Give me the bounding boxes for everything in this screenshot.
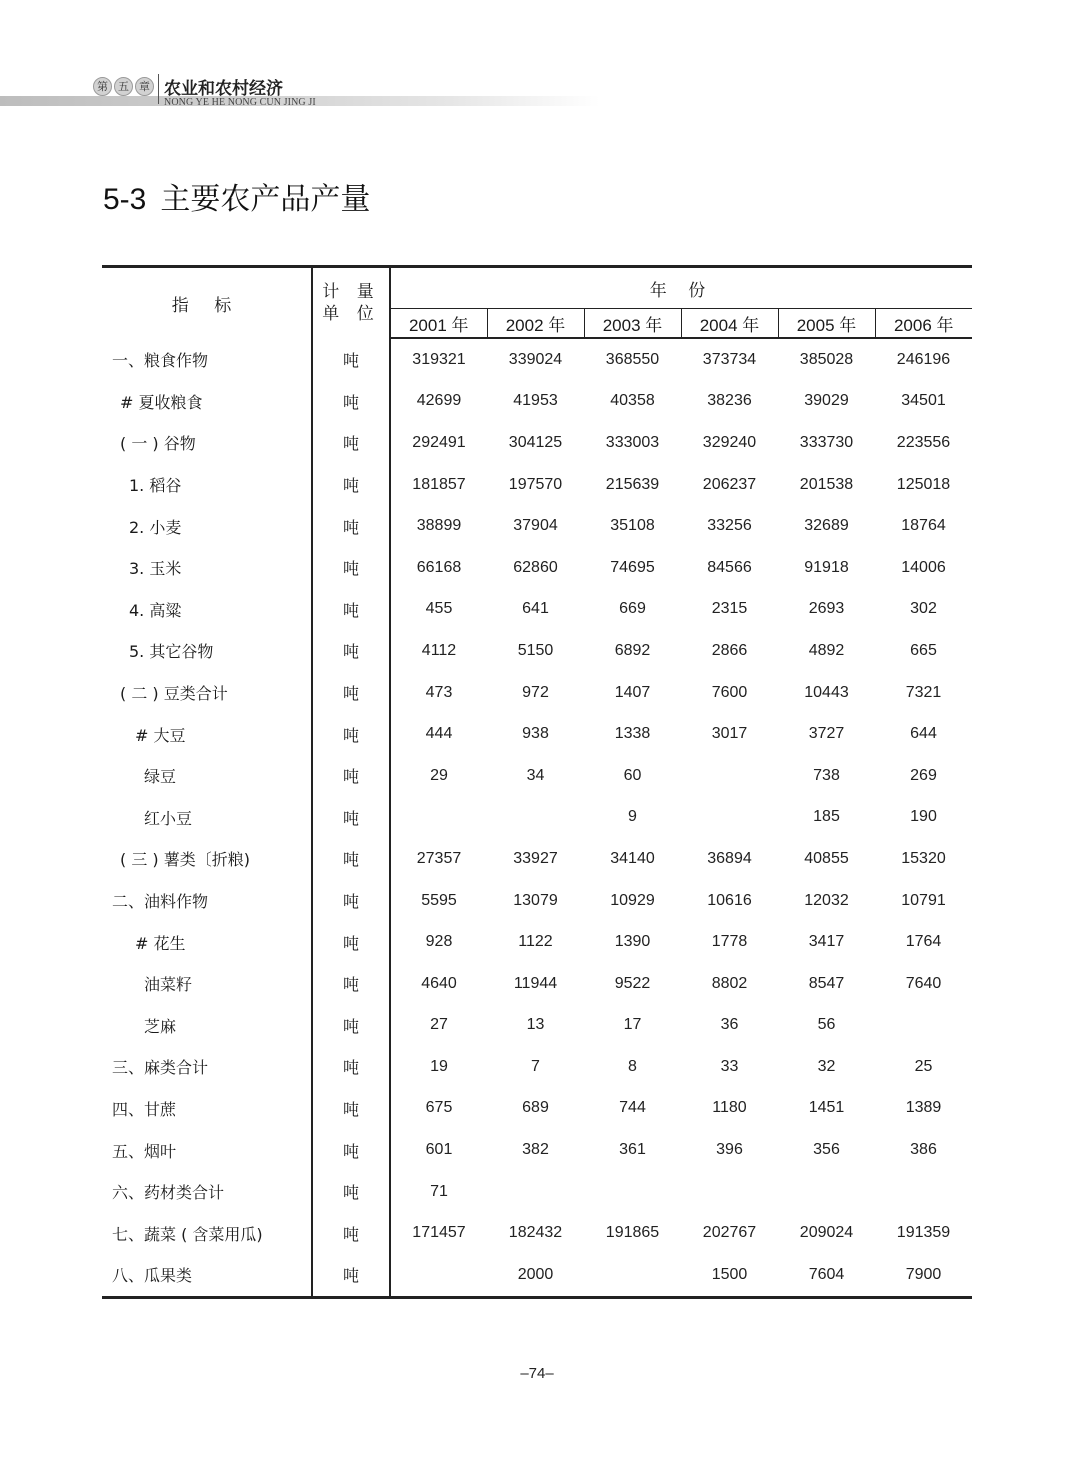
table-row [102,963,972,1005]
value-cell: 329240 [702,433,757,451]
row-indicator: # 花生 [102,921,312,963]
table-row [102,1129,972,1171]
value-cell: 689 [522,1099,549,1117]
value-cell [487,1171,584,1213]
page-number: –74– [520,1365,554,1382]
value-cell: 368550 [605,350,660,368]
value-cell: 32 [817,1057,836,1075]
value-cell: 34501 [901,392,946,410]
value-cell: 62860 [513,558,558,576]
value-cell: 171457 [412,1224,466,1242]
row-unit: 吨 [312,1171,390,1213]
table-row [102,630,972,672]
value-cell: 12032 [804,891,849,909]
row-indicator: ( 二 ) 豆类合计 [102,672,312,714]
value-cell: 10616 [707,891,752,909]
value-cell: 665 [910,641,937,659]
value-cell: 34140 [610,849,655,867]
row-indicator: 5. 其它谷物 [102,630,312,672]
value-cell: 17 [623,1016,642,1034]
row-indicator: # 大豆 [102,713,312,755]
table-row [102,797,972,839]
row-indicator: 七、蔬菜 ( 含菜用瓜) [102,1212,312,1254]
value-cell: 361 [619,1141,646,1159]
value-cell: 644 [910,725,937,743]
chapter-badge [93,76,155,96]
value-cell: 333003 [605,433,660,451]
value-cell: 38236 [707,392,752,410]
value-cell [875,1171,972,1213]
value-cell: 27357 [416,849,462,867]
value-cell: 2866 [711,641,748,659]
value-cell: 25 [914,1057,933,1075]
value-cell: 382 [522,1141,549,1159]
value-cell: 396 [716,1141,743,1159]
value-cell: 1180 [712,1099,747,1117]
value-cell: 40855 [804,849,849,867]
row-unit: 吨 [312,1046,390,1088]
value-cell [584,1254,681,1297]
value-cell: 5150 [517,641,554,659]
value-cell: 4112 [421,641,457,659]
header-year: 2002 年 [487,309,584,339]
row-indicator: 三、麻类合计 [102,1046,312,1088]
table-row [102,1171,972,1213]
row-unit: 吨 [312,338,390,381]
value-cell: 1389 [905,1099,942,1117]
table-row [102,464,972,506]
value-cell: 197570 [508,475,563,493]
value-cell: 185 [813,808,840,826]
value-cell: 223556 [896,433,951,451]
row-indicator: 八、瓜果类 [102,1254,312,1297]
row-unit: 吨 [312,381,390,423]
value-cell: 202767 [702,1224,757,1242]
value-cell [487,797,584,839]
value-cell [390,1254,487,1297]
header-unit [312,267,390,339]
row-indicator: 4. 高粱 [102,589,312,631]
value-cell [584,1171,681,1213]
value-cell: 938 [522,725,549,743]
value-cell: 8802 [711,974,748,992]
value-cell: 473 [425,683,453,701]
value-cell: 10443 [804,683,849,701]
value-cell [681,755,778,797]
table-row [102,713,972,755]
table-row [102,921,972,963]
value-cell: 1500 [711,1265,748,1283]
row-unit: 吨 [312,921,390,963]
row-unit: 吨 [312,1129,390,1171]
header-unit-line1: 计 量 [322,282,380,302]
value-cell: 641 [522,600,549,618]
value-cell: 191865 [605,1224,660,1242]
value-cell: 36 [720,1016,739,1034]
value-cell: 35108 [610,517,655,535]
table-row [102,505,972,547]
value-cell: 356 [813,1141,840,1159]
row-indicator: 1. 稻谷 [102,464,312,506]
value-cell: 14006 [901,558,946,576]
row-indicator: 2. 小麦 [102,505,312,547]
value-cell: 66168 [416,558,462,576]
value-cell: 42699 [416,392,462,410]
value-cell: 7321 [905,683,942,701]
table-row [102,338,972,381]
badge-char: 第 [93,77,112,96]
row-indicator: ( 一 ) 谷物 [102,422,312,464]
value-cell: 738 [813,766,840,784]
header-indicator: 指 标 [102,267,312,339]
value-cell: 27 [430,1016,448,1034]
chapter-title: 农业和农村经济 [164,79,283,99]
value-cell: 9522 [614,974,651,992]
value-cell: 3727 [808,725,845,743]
value-cell: 269 [910,766,937,784]
value-cell: 5595 [421,891,457,909]
table-row [102,838,972,880]
row-unit: 吨 [312,1088,390,1130]
value-cell: 36894 [707,849,752,867]
row-indicator: 绿豆 [102,755,312,797]
table-row [102,1254,972,1297]
value-cell: 4892 [808,641,845,659]
value-cell: 972 [522,683,549,701]
value-cell: 7900 [905,1265,942,1283]
value-cell: 8547 [808,974,845,992]
value-cell: 1390 [614,933,651,951]
value-cell: 215639 [605,475,660,493]
value-cell: 91918 [804,558,849,576]
value-cell: 18764 [901,517,946,535]
row-unit: 吨 [312,672,390,714]
value-cell: 4640 [421,974,457,992]
value-cell: 669 [619,600,646,618]
row-unit: 吨 [312,1212,390,1254]
table-title: 主要农产品产量 [160,182,371,217]
value-cell: 41953 [513,392,558,410]
value-cell: 206237 [702,475,757,493]
value-cell: 339024 [508,350,563,368]
row-indicator: 四、甘蔗 [102,1088,312,1130]
row-indicator: 二、油料作物 [102,880,312,922]
value-cell: 246196 [896,350,951,368]
table-row [102,1212,972,1254]
value-cell: 60 [623,766,642,784]
table-row [102,422,972,464]
value-cell: 182432 [508,1224,563,1242]
value-cell: 319321 [412,350,466,368]
value-cell: 1764 [905,933,942,951]
value-cell: 190 [910,808,937,826]
row-indicator: 一、粮食作物 [102,338,312,381]
value-cell: 33927 [513,849,558,867]
value-cell: 744 [619,1099,646,1117]
value-cell: 1407 [614,683,651,701]
header-year: 2005 年 [778,309,875,339]
value-cell: 373734 [702,350,757,368]
value-cell [390,797,487,839]
row-unit: 吨 [312,880,390,922]
value-cell: 385028 [799,350,854,368]
table-row [102,672,972,714]
value-cell: 125018 [896,475,951,493]
value-cell: 7 [531,1057,540,1075]
value-cell: 33256 [707,517,752,535]
value-cell: 333730 [799,433,854,451]
value-cell: 191359 [896,1224,951,1242]
row-unit: 吨 [312,838,390,880]
row-indicator: 3. 玉米 [102,547,312,589]
value-cell: 292491 [412,433,466,451]
value-cell [681,1171,778,1213]
table-row [102,1005,972,1047]
table-row [102,381,972,423]
table-row [102,589,972,631]
value-cell: 71 [430,1182,448,1200]
badge-char: 章 [135,77,154,96]
value-cell: 34 [526,766,545,784]
table-row [102,880,972,922]
table-number: 5-3 [103,183,147,216]
row-unit: 吨 [312,630,390,672]
production-table [102,265,972,1299]
value-cell: 13079 [513,891,558,909]
value-cell: 601 [425,1141,453,1159]
row-indicator: 六、药材类合计 [102,1171,312,1213]
row-indicator: 芝麻 [102,1005,312,1047]
row-indicator: # 夏收粮食 [102,381,312,423]
header-year: 2001 年 [390,309,487,339]
table-body [102,338,972,1297]
row-unit: 吨 [312,547,390,589]
header-year: 2003 年 [584,309,681,339]
page-title [103,174,370,218]
row-indicator: 五、烟叶 [102,1129,312,1171]
value-cell: 928 [425,933,453,951]
value-cell: 1778 [711,933,748,951]
row-unit: 吨 [312,1005,390,1047]
row-unit: 吨 [312,755,390,797]
value-cell: 444 [425,725,453,743]
value-cell: 2315 [711,600,748,618]
value-cell: 3017 [711,725,748,743]
value-cell [778,1171,875,1213]
value-cell: 3417 [808,933,845,951]
value-cell: 38899 [416,517,462,535]
value-cell: 11944 [513,974,558,992]
value-cell: 1451 [808,1099,845,1117]
value-cell: 6892 [614,641,651,659]
value-cell [875,1005,972,1047]
value-cell: 1338 [614,725,651,743]
value-cell: 39029 [804,392,849,410]
header-year-group: 年 份 [390,267,972,309]
value-cell [681,797,778,839]
value-cell: 33 [720,1057,739,1075]
row-unit: 吨 [312,797,390,839]
table-row [102,755,972,797]
value-cell: 304125 [508,433,563,451]
value-cell: 181857 [412,475,466,493]
value-cell: 2000 [517,1265,554,1283]
value-cell: 201538 [799,475,854,493]
value-cell: 37904 [513,517,558,535]
value-cell: 29 [430,766,448,784]
value-cell: 7604 [808,1265,845,1283]
value-cell: 675 [425,1099,453,1117]
value-cell: 13 [526,1016,545,1034]
row-unit: 吨 [312,505,390,547]
value-cell: 209024 [799,1224,854,1242]
value-cell: 56 [817,1016,836,1034]
row-unit: 吨 [312,464,390,506]
table-row [102,547,972,589]
table-row [102,1088,972,1130]
row-unit: 吨 [312,422,390,464]
header-year: 2004 年 [681,309,778,339]
row-indicator: 油菜籽 [102,963,312,1005]
header-unit-line2: 单 位 [322,304,380,324]
header-year: 2006 年 [875,309,972,339]
value-cell: 10791 [901,891,946,909]
value-cell: 1122 [518,933,553,951]
value-cell: 455 [425,600,453,618]
value-cell: 10929 [610,891,655,909]
row-unit: 吨 [312,589,390,631]
value-cell: 74695 [610,558,655,576]
value-cell: 2693 [808,600,845,618]
value-cell: 386 [910,1141,937,1159]
row-indicator: ( 三 ) 薯类〔折粮) [102,838,312,880]
row-unit: 吨 [312,1254,390,1297]
value-cell: 9 [628,808,637,826]
badge-char: 五 [114,77,133,96]
value-cell: 19 [430,1057,448,1075]
row-unit: 吨 [312,713,390,755]
value-cell: 8 [628,1057,637,1075]
value-cell: 40358 [610,392,655,410]
value-cell: 84566 [707,558,752,576]
value-cell: 15320 [901,849,946,867]
row-unit: 吨 [312,963,390,1005]
value-cell: 7640 [905,974,942,992]
chapter-subtitle: NONG YE HE NONG CUN JING JI [164,97,316,108]
header-divider [158,74,159,104]
value-cell: 7600 [711,683,748,701]
value-cell: 32689 [804,517,849,535]
row-indicator: 红小豆 [102,797,312,839]
table-row [102,1046,972,1088]
value-cell: 302 [910,600,937,618]
